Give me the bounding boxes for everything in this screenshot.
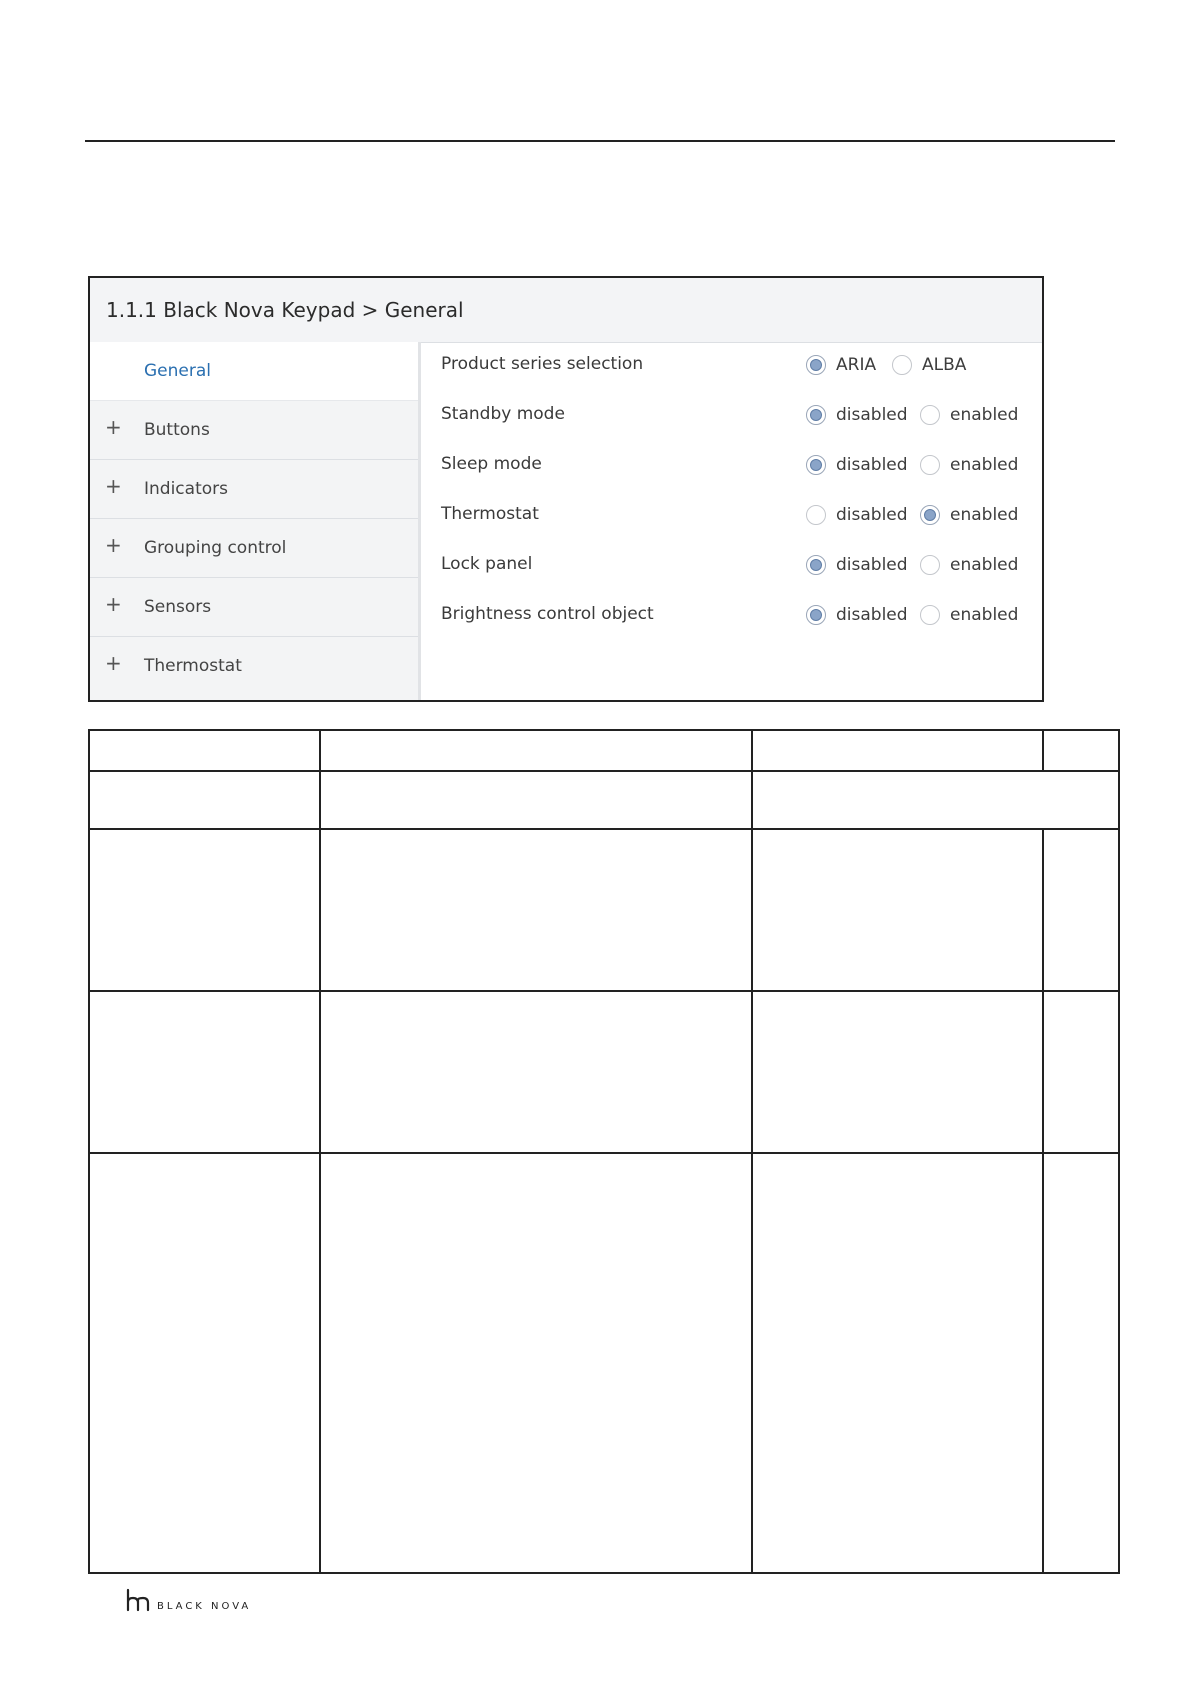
sidebar-item-grouping-control[interactable] [90, 519, 418, 578]
radio-checked-icon[interactable] [920, 505, 940, 525]
table-row [89, 991, 1119, 1153]
radio-checked-icon[interactable] [806, 605, 826, 625]
radio-option-enabled[interactable] [920, 401, 1018, 429]
radio-checked-icon[interactable] [806, 355, 826, 375]
table-cell [89, 771, 320, 829]
radio-unchecked-icon[interactable] [920, 555, 940, 575]
table-cell [320, 829, 752, 991]
parameter-panel [421, 342, 1042, 700]
sidebar-remainder [90, 692, 418, 700]
table-cell [752, 829, 1043, 991]
table-cell [1043, 829, 1119, 991]
sidebar-item-label: Thermostat [144, 656, 242, 676]
radio-checked-icon[interactable] [806, 405, 826, 425]
radio-option-disabled[interactable] [806, 551, 908, 579]
sidebar-item-label: Indicators [144, 479, 228, 499]
radio-option-disabled[interactable] [806, 501, 908, 529]
table-cell [1043, 1153, 1119, 1573]
table-cell [320, 1153, 752, 1573]
radio-unchecked-icon[interactable] [920, 455, 940, 475]
param-row-thermostat [421, 498, 1042, 534]
radio-checked-icon[interactable] [806, 555, 826, 575]
plus-icon: + [105, 651, 122, 675]
table-cell [89, 829, 320, 991]
table-cell [752, 1153, 1043, 1573]
table-cell [752, 991, 1043, 1153]
param-label: Thermostat [441, 504, 539, 524]
param-row-standby-mode [421, 398, 1042, 434]
table-header-row [89, 730, 1119, 771]
radio-option-aria[interactable] [806, 351, 876, 379]
radio-option-label: disabled [836, 405, 908, 425]
sidebar-item-indicators[interactable] [90, 460, 418, 519]
table-cell [89, 1153, 320, 1573]
param-label: Lock panel [441, 554, 533, 574]
radio-unchecked-icon[interactable] [920, 405, 940, 425]
param-label: Standby mode [441, 404, 565, 424]
radio-option-label: enabled [950, 505, 1019, 525]
plus-icon: + [105, 592, 122, 616]
radio-option-alba[interactable] [892, 351, 966, 379]
radio-option-label: enabled [950, 405, 1019, 425]
sidebar-item-sensors[interactable] [90, 578, 418, 637]
param-row-product-series [421, 348, 1042, 384]
window-header [90, 278, 1042, 343]
radio-unchecked-icon[interactable] [806, 505, 826, 525]
sidebar-item-label: Buttons [144, 420, 210, 440]
parameter-table [88, 729, 1120, 1574]
radio-option-label: ARIA [836, 355, 877, 375]
radio-option-label: enabled [950, 455, 1019, 475]
param-row-sleep-mode [421, 448, 1042, 484]
sidebar-item-general[interactable] [90, 342, 418, 401]
brand-logo-icon [125, 1588, 151, 1614]
sidebar-item-label: Grouping control [144, 538, 287, 558]
radio-option-disabled[interactable] [806, 601, 908, 629]
table-cell [320, 771, 752, 829]
table-cell [752, 730, 1043, 771]
table-cell [89, 991, 320, 1153]
radio-option-label: disabled [836, 505, 908, 525]
window-title: 1.1.1 Black Nova Keypad > General [106, 298, 464, 322]
config-window [88, 276, 1044, 702]
param-row-lock-panel [421, 548, 1042, 584]
sidebar-item-label: General [144, 361, 211, 381]
plus-icon: + [105, 415, 122, 439]
radio-option-enabled[interactable] [920, 601, 1018, 629]
radio-option-label: disabled [836, 605, 908, 625]
table-cell [752, 771, 1119, 829]
radio-option-label: enabled [950, 555, 1019, 575]
sidebar-item-thermostat[interactable] [90, 637, 418, 696]
plus-icon: + [105, 533, 122, 557]
param-label: Product series selection [441, 354, 644, 374]
table-cell [1043, 991, 1119, 1153]
footer-logo [125, 1584, 251, 1614]
radio-option-disabled[interactable] [806, 401, 908, 429]
table-row [89, 771, 1119, 829]
sidebar [90, 342, 421, 700]
param-row-brightness-control [421, 598, 1042, 634]
radio-unchecked-icon[interactable] [920, 605, 940, 625]
table-row [89, 1153, 1119, 1573]
page-top-rule [85, 140, 1115, 142]
radio-checked-icon[interactable] [806, 455, 826, 475]
radio-option-disabled[interactable] [806, 451, 908, 479]
radio-option-enabled[interactable] [920, 451, 1018, 479]
radio-unchecked-icon[interactable] [892, 355, 912, 375]
param-label: Brightness control object [441, 604, 654, 624]
plus-icon: + [105, 474, 122, 498]
table-cell [320, 991, 752, 1153]
table-cell [320, 730, 752, 771]
radio-option-label: disabled [836, 555, 908, 575]
table-cell [1043, 730, 1119, 771]
param-label: Sleep mode [441, 454, 542, 474]
radio-option-enabled[interactable] [920, 501, 1018, 529]
radio-option-label: enabled [950, 605, 1019, 625]
sidebar-item-label: Sensors [144, 597, 212, 617]
logo-text: BLACK NOVA [157, 1601, 252, 1612]
table-row [89, 829, 1119, 991]
radio-option-label: ALBA [922, 355, 967, 375]
radio-option-enabled[interactable] [920, 551, 1018, 579]
radio-option-label: disabled [836, 455, 908, 475]
sidebar-item-buttons[interactable] [90, 401, 418, 460]
table-cell [89, 730, 320, 771]
